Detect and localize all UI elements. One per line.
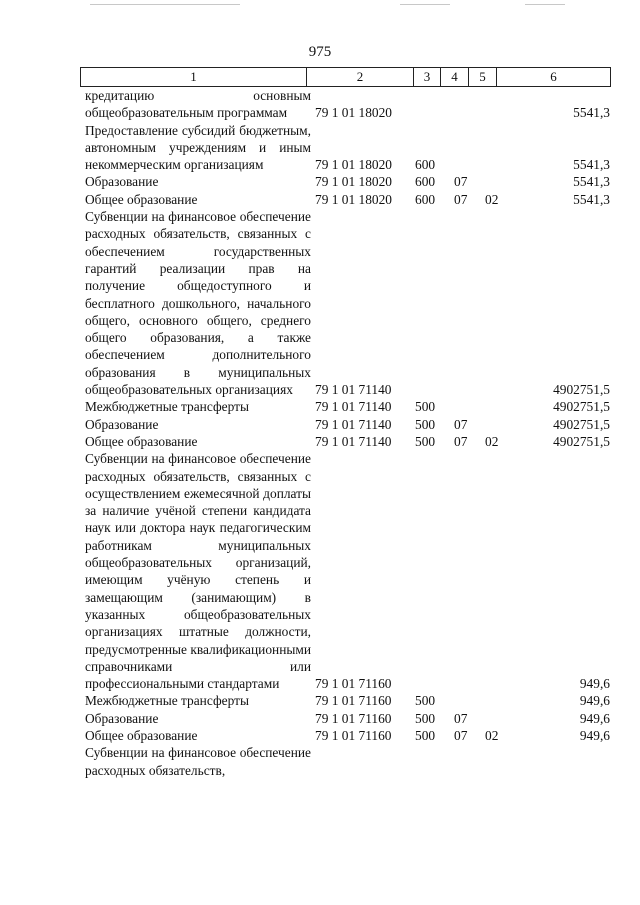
row-col3: 600 xyxy=(415,174,436,190)
column-header-table xyxy=(80,67,611,87)
budget-rows xyxy=(85,87,610,779)
row-code: 79 1 01 71140 xyxy=(315,382,392,398)
row-amount: 5541,3 xyxy=(573,105,610,121)
column-header-5: 5 xyxy=(469,68,497,87)
row-col3: 500 xyxy=(415,710,436,726)
table-row xyxy=(85,692,610,709)
row-description: кредитацию основным общеобразовательным программам xyxy=(85,88,311,121)
page-number: 975 xyxy=(308,44,332,60)
row-col5: 02 xyxy=(485,433,499,449)
row-col5: 02 xyxy=(485,727,499,743)
row-amount: 4902751,5 xyxy=(553,433,610,449)
row-description: Общее образование xyxy=(85,191,198,207)
row-amount: 949,6 xyxy=(579,676,610,692)
table-row xyxy=(85,122,610,174)
row-col3: 500 xyxy=(415,399,436,415)
column-header-3: 3 xyxy=(414,68,441,87)
row-amount: 5541,3 xyxy=(573,191,610,207)
row-code: 79 1 01 18020 xyxy=(315,157,392,173)
row-col4: 07 xyxy=(454,191,468,207)
column-header-row xyxy=(81,68,611,87)
row-col3: 600 xyxy=(415,191,436,207)
row-description: Субвенции на финансовое обеспечение расходных обязательств, связанных с обеспечением государственных гарантий реализации прав на получение общедоступного и бесплатного дошкольного, начального общего, основного общего, среднего общего образования, а также обеспечением дополнительного образования в муниципальных общеобразовательных организациях xyxy=(85,209,311,398)
row-col4: 07 xyxy=(454,416,468,432)
row-code: 79 1 01 71160 xyxy=(315,710,392,726)
row-col4: 07 xyxy=(454,433,468,449)
row-description: Образование xyxy=(85,174,159,190)
column-header-4: 4 xyxy=(441,68,469,87)
row-col4: 07 xyxy=(454,174,468,190)
row-description: Субвенции на финансовое обеспечение расходных обязательств, связанных с осуществлением ежемесячной доплаты за наличие учёной степени кандидата наук или доктора наук педагогическим работникам муниципальных общеобразовательных организаций, имеющим учёную степень и замещающим (занимающим) в указанных общеобразовательных организациях штатные должности, предусмотренные квалификационными справочниками или профессиональными стандартами xyxy=(85,451,311,692)
row-amount: 949,6 xyxy=(579,710,610,726)
row-code: 79 1 01 71160 xyxy=(315,676,392,692)
table-row xyxy=(85,173,610,190)
row-col3: 500 xyxy=(415,416,436,432)
scan-artifact-right xyxy=(525,4,565,5)
table-row xyxy=(85,744,610,779)
row-code: 79 1 01 71160 xyxy=(315,727,392,743)
row-description: Общее образование xyxy=(85,727,198,743)
row-code: 79 1 01 71140 xyxy=(315,399,392,415)
row-description: Общее образование xyxy=(85,433,198,449)
scan-artifact-mid xyxy=(400,4,450,5)
table-row xyxy=(85,433,610,450)
scan-artifact-left xyxy=(90,4,240,5)
table-row xyxy=(85,208,610,398)
table-row xyxy=(85,191,610,208)
row-code: 79 1 01 18020 xyxy=(315,174,392,190)
row-amount: 4902751,5 xyxy=(553,399,610,415)
row-col4: 07 xyxy=(454,710,468,726)
row-col3: 500 xyxy=(415,727,436,743)
table-row xyxy=(85,87,610,122)
row-col3: 500 xyxy=(415,693,436,709)
row-code: 79 1 01 71160 xyxy=(315,693,392,709)
row-col5: 02 xyxy=(485,191,499,207)
row-amount: 949,6 xyxy=(579,693,610,709)
row-code: 79 1 01 71140 xyxy=(315,416,392,432)
row-amount: 4902751,5 xyxy=(553,382,610,398)
row-amount: 5541,3 xyxy=(573,174,610,190)
column-header-6: 6 xyxy=(497,68,611,87)
row-description: Образование xyxy=(85,416,159,432)
column-header-2: 2 xyxy=(307,68,414,87)
row-amount: 949,6 xyxy=(579,727,610,743)
table-row xyxy=(85,727,610,744)
row-description: Межбюджетные трансферты xyxy=(85,399,249,415)
row-description: Межбюджетные трансферты xyxy=(85,693,249,709)
table-row xyxy=(85,710,610,727)
row-description: Предоставление субсидий бюджетным, автономным учреждениям и иным некоммерческим организациям xyxy=(85,122,311,173)
table-row xyxy=(85,416,610,433)
table-row xyxy=(85,398,610,415)
row-code: 79 1 01 71140 xyxy=(315,433,392,449)
row-col4: 07 xyxy=(454,727,468,743)
row-col3: 600 xyxy=(415,157,436,173)
row-amount: 4902751,5 xyxy=(553,416,610,432)
row-col3: 500 xyxy=(415,433,436,449)
row-description: Образование xyxy=(85,710,159,726)
column-header-1: 1 xyxy=(81,68,307,87)
table-row xyxy=(85,450,610,692)
row-description: Субвенции на финансовое обеспечение расходных обязательств, xyxy=(85,745,311,778)
row-code: 79 1 01 18020 xyxy=(315,191,392,207)
row-code: 79 1 01 18020 xyxy=(315,105,392,121)
row-amount: 5541,3 xyxy=(573,157,610,173)
